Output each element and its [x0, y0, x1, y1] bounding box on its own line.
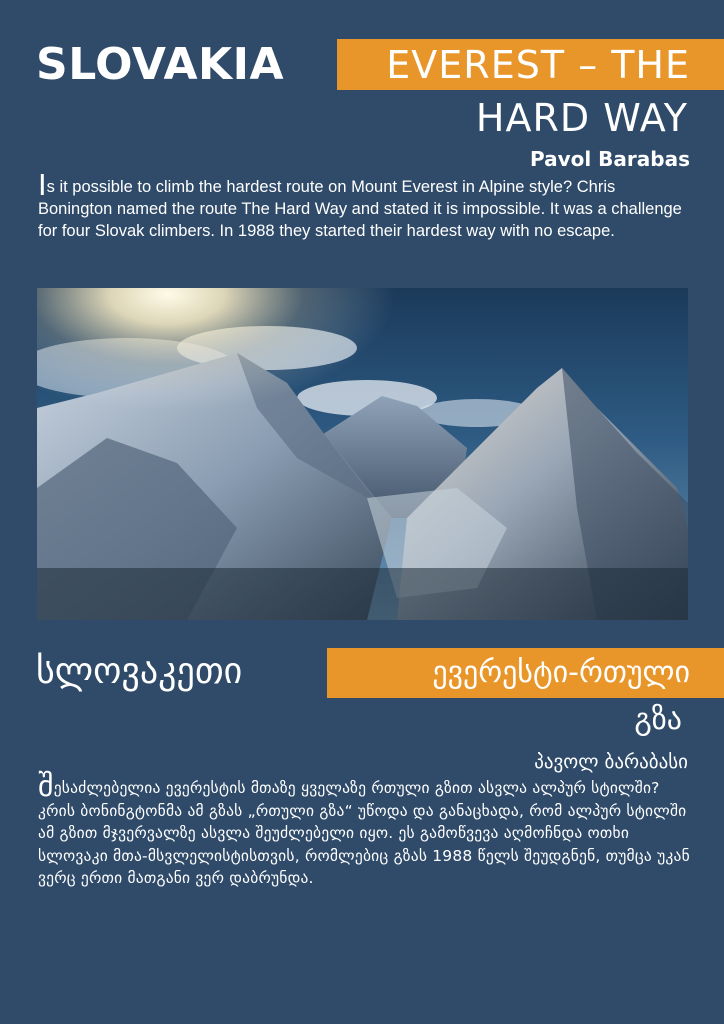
description-initial-en: I — [38, 167, 47, 202]
description-ka — [38, 769, 694, 890]
film-title-en-line2: HARD WAY — [475, 96, 688, 140]
description-initial-ka: შ — [38, 769, 54, 804]
film-title-ka-line1: ევერესტი-რთული — [432, 655, 690, 690]
country-title-en: SLOVAKIA — [36, 39, 285, 90]
film-title-en-line1: EVEREST – THE — [386, 43, 690, 87]
author-name-ka: პავოლ ბარაბასი — [534, 751, 688, 773]
description-en — [38, 167, 694, 242]
country-title-ka: სლოვაკეთი — [36, 651, 243, 692]
mountain-photo — [37, 288, 688, 620]
film-title-ka-line2: გზა — [634, 702, 682, 737]
description-body-ka: ესაძლებელია ევერესტის მთაზე ყველაზე რთული გზით ასვლა ალპურ სტილში? კრის ბონინგტონმა ამ გზას „რთული გზა“ უწოდა და განაცხადა, რომ ალპურ სტილში ამ გზით მჯვერვალზე ასვლა შეუძლებელი იყო. ეს გამოწვევა აღმოჩნდა ოთხი სლოვაკი მთა-მსვლელისტისთვის, რომლებიც გზას 1988 წელს შეუდგნენ, თუმცა უკან ვერც ერთი მათგანი ვერ დაბრუნდა. — [38, 779, 690, 887]
description-body-en: s it possible to climb the hardest route on Mount Everest in Alpine style? Chris Bonington named the route The Hard Way and stated it is impossible. It was a challenge for four Slovak climbers. In 1988 they started their hardest way with no escape. — [38, 178, 682, 240]
mountain-photo-icon — [37, 288, 688, 620]
author-name-en: Pavol Barabas — [529, 147, 690, 171]
